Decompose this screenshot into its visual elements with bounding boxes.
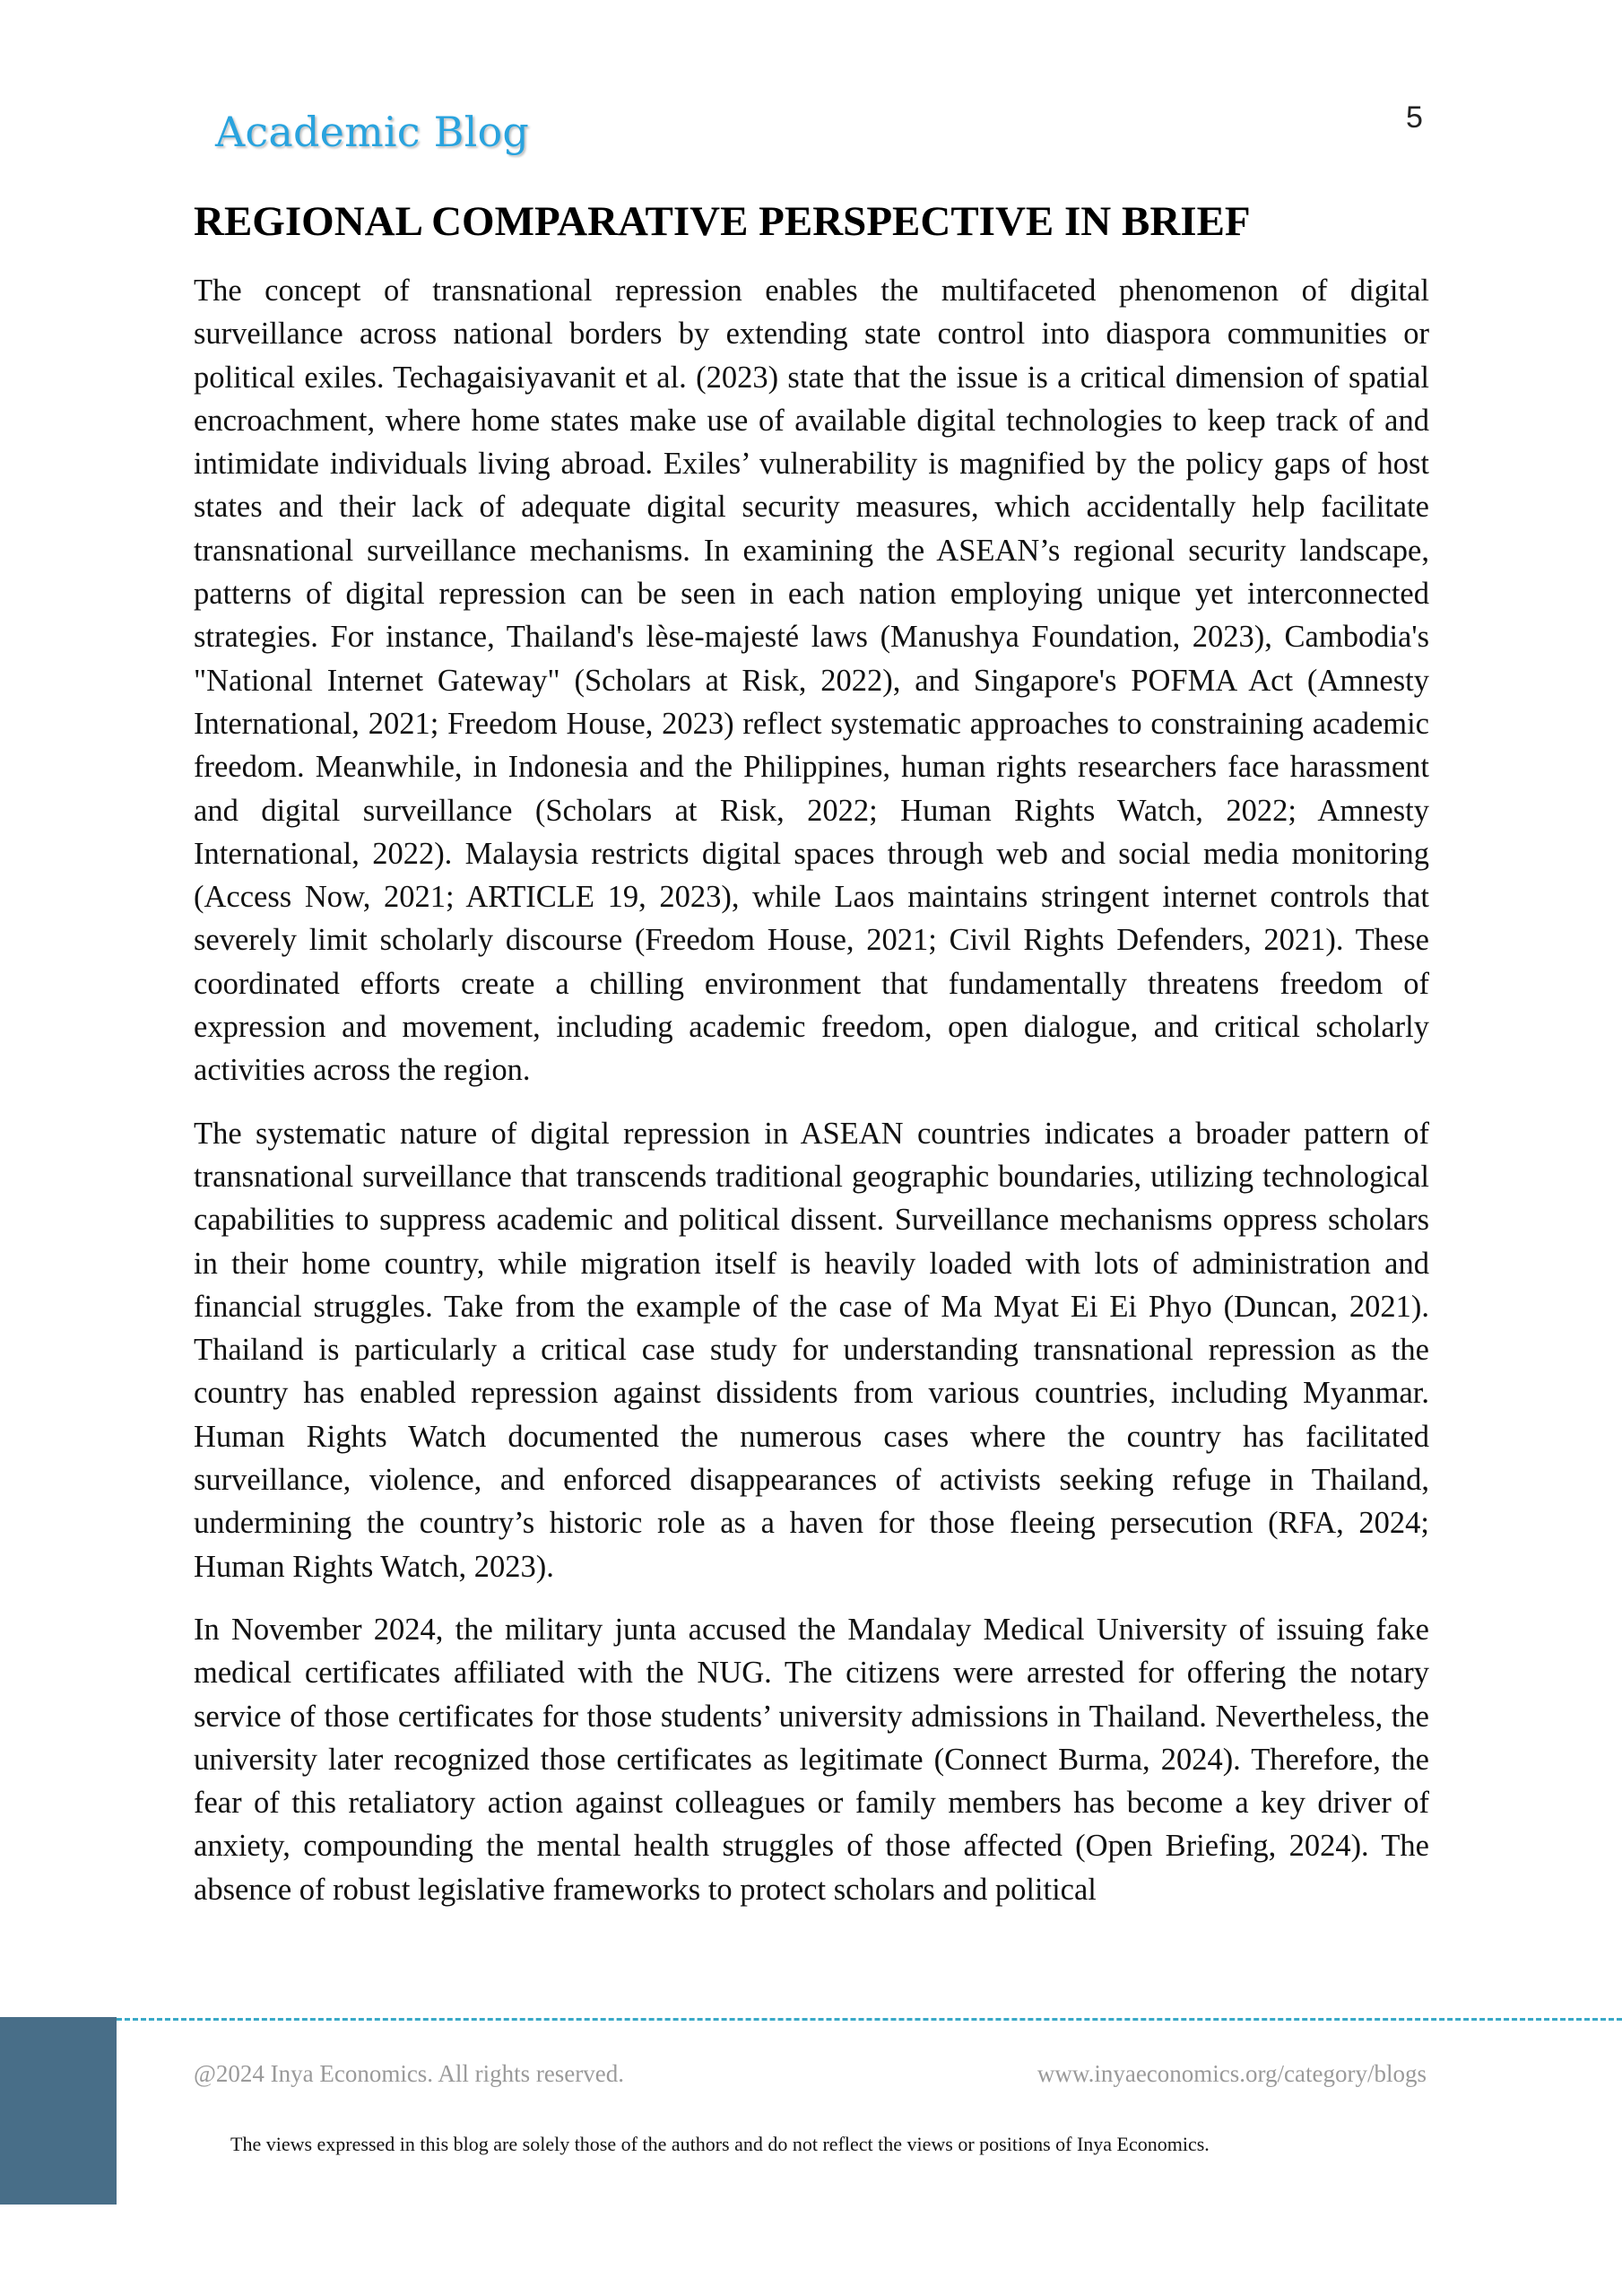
paragraph: In November 2024, the military junta accused the Mandalay Medical University of issuing fake medical certificates affiliated with the NUG. The citizens were arrested for offering the notary service of those certificates for those students’ university admissions in Thailand. Nevertheless, the university later recognized those certificates as legitimate (Connect Burma, 2024). Therefore, the fear of this retaliatory action against colleagues or family members has become a key driver of anxiety, compounding the mental health struggles of those affected (Open Briefing, 2024). The absence of robust legislative frameworks to protect scholars and political [194, 1612, 1429, 1907]
footer-copyright: @2024 Inya Economics. All rights reserved. [194, 2060, 625, 2087]
body-text [194, 269, 1429, 1931]
footer-disclaimer: The views expressed in this blog are solely those of the authors and do not reflect the views or positions of Inya Economics. [230, 2133, 1210, 2155]
footer-url: www.inyaeconomics.org/category/blogs [1037, 2060, 1427, 2087]
section-heading: REGIONAL COMPARATIVE PERSPECTIVE IN BRIEF [194, 198, 1251, 245]
footer-divider [117, 2018, 1622, 2021]
paragraph: The concept of transnational repression enables the multifaceted phenomenon of digital surveillance across national borders by extending state control into diaspora communities or political exiles. Techagaisiyavanit et al. (2023) state that the issue is a critical dimension of spatial encroachment, where home states make use of available digital technologies to keep track of and intimidate individuals living abroad. Exiles’ vulnerability is magnified by the policy gaps of host states and their lack of adequate digital security measures, which accidentally help facilitate transnational surveillance mechanisms. In examining the ASEAN’s regional security landscape, patterns of digital repression can be seen in each nation employing unique yet interconnected strategies. For instance, Thailand's lèse-majesté laws (Manushya Foundation, 2023), Cambodia's "National Internet Gateway" (Scholars at Risk, 2022), and Singapore's POFMA Act (Amnesty International, 2021; Freedom House, 2023) reflect systematic approaches to constraining academic freedom. Meanwhile, in Indonesia and the Philippines, human rights researchers face harassment and digital surveillance (Scholars at Risk, 2022; Human Rights Watch, 2022; Amnesty International, 2022). Malaysia restricts digital spaces through web and social media monitoring (Access Now, 2021; ARTICLE 19, 2023), while Laos maintains stringent internet controls that severely limit scholarly discourse (Freedom House, 2021; Civil Rights Defenders, 2021). These coordinated efforts create a chilling environment that fundamentally threatens freedom of expression and movement, including academic freedom, open dialogue, and critical scholarly activities across the region. [194, 274, 1429, 1088]
paragraph: The systematic nature of digital repression in ASEAN countries indicates a broader pattern of transnational surveillance that transcends traditional geographic boundaries, utilizing technological capabilities to suppress academic and political dissent. Surveillance mechanisms oppress scholars in their home country, while migration itself is heavily loaded with lots of administration and financial struggles. Take from the example of the case of Ma Myat Ei Ei Phyo (Duncan, 2021). Thailand is particularly a critical case study for understanding transnational repression as the country has enabled repression against dissidents from various countries, including Myanmar. Human Rights Watch documented the numerous cases where the country has facilitated surveillance, violence, and enforced disappearances of activists seeking refuge in Thailand, undermining the country’s historic role as a haven for those fleeing persecution (RFA, 2024; Human Rights Watch, 2023). [194, 1116, 1429, 1584]
page-number: 5 [1406, 100, 1423, 135]
blog-label: Academic Blog [215, 108, 530, 156]
footer-color-band [0, 2017, 117, 2205]
